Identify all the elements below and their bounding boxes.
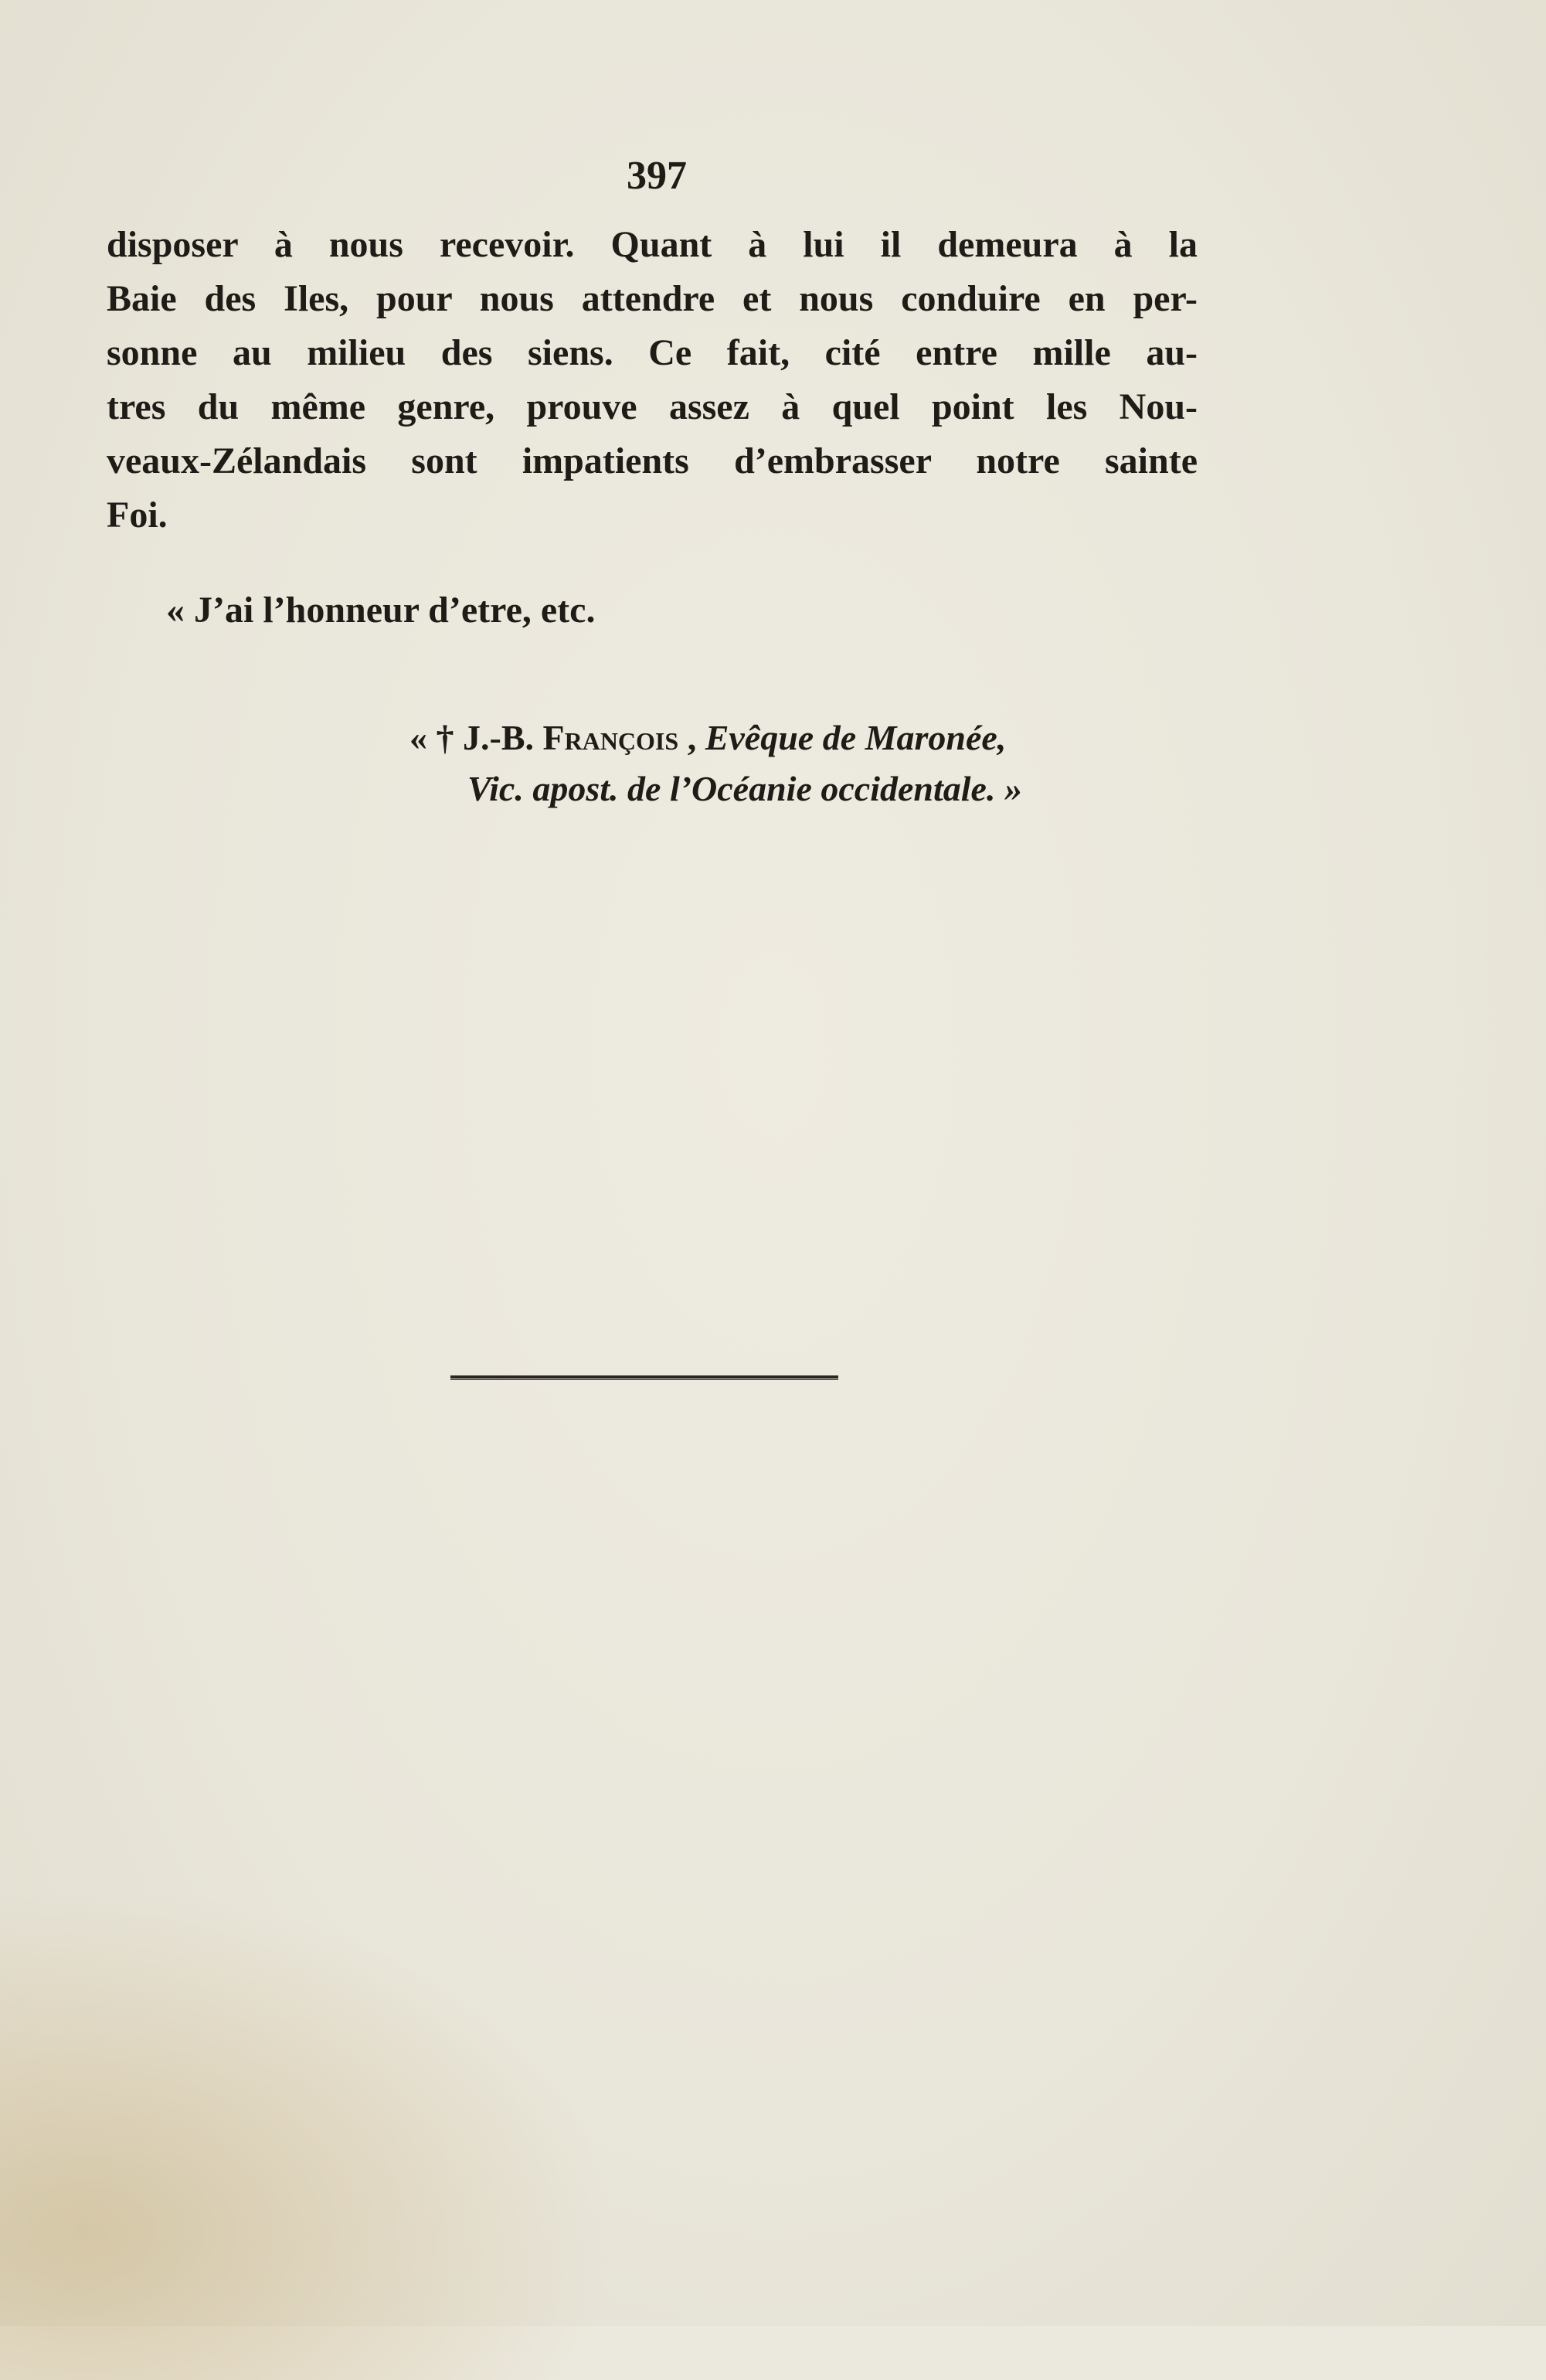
closing-formula: « J’ai l’honneur d’etre, etc. (166, 590, 596, 631)
paragraph-line: disposer à nous recevoir. Quant à lui il demeura à la (107, 224, 1198, 265)
signature-line-2: Vic. apost. de l’Océanie occidentale. » (467, 769, 1022, 808)
signature-name: J.-B. François (463, 718, 679, 757)
signature-title: Evêque de Maronée, (705, 718, 1007, 757)
paragraph-line: Baie des Iles, pour nous attendre et nous conduire en per- (107, 278, 1198, 319)
paragraph-line: sonne au milieu des siens. Ce fait, cité entre mille au- (107, 332, 1198, 373)
signature-block (409, 712, 1022, 814)
body-paragraph (107, 218, 1198, 542)
paragraph-line: Foi. (107, 495, 168, 536)
paper-stain (0, 1885, 618, 2380)
page-number: 397 (627, 154, 687, 198)
section-divider (450, 1375, 838, 1380)
signature-line-1 (409, 718, 1006, 757)
signature-separator: , (678, 718, 705, 757)
paragraph-line: veaux-Zélandais sont impatients d’embrasser notre sainte (107, 440, 1198, 481)
paragraph-line: tres du même genre, prouve assez à quel point les Nou- (107, 386, 1198, 427)
signature-prefix: « † (409, 718, 463, 757)
